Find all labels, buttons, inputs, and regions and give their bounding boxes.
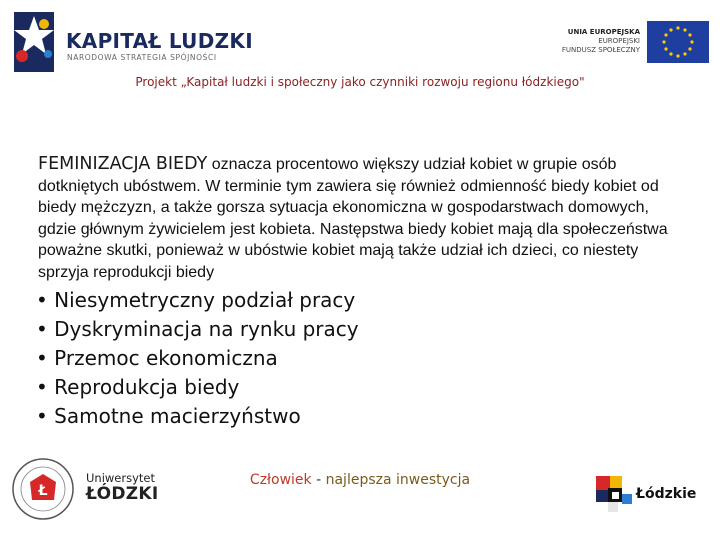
region-name: Łódzkie: [636, 486, 697, 502]
lodzkie-logo-icon: [594, 474, 634, 514]
definition-term: FEMINIZACJA BIEDY: [38, 154, 208, 174]
slogan-word-1: Człowiek: [249, 472, 312, 488]
eu-flag-icon: [647, 21, 709, 63]
eu-line-2: EUROPEJSKI: [598, 37, 640, 45]
bullet-list: [36, 286, 359, 431]
bullet-item: • Dyskryminacja na rynku pracy: [36, 317, 359, 341]
slogan-dash: -: [311, 472, 326, 488]
eu-line-3: FUNDUSZ SPOŁECZNY: [561, 46, 640, 54]
svg-text:Ł: Ł: [38, 483, 48, 499]
university-seal-icon: [10, 456, 76, 522]
program-title: KAPITAŁ LUDZKI: [66, 29, 253, 53]
definition-text: oznacza procentowo większy udział kobiet w grupie osób dotkniętych ubóstwem. W terminie tym zawiera się również odmienność biedy kobiet od biedy mężczyzn, a także gorsza sytuacja ekonomiczna w gospodarstwach domowych, gdzie głównym żywicielem jest kobieta. Następstwa biedy kobiet mają dla społeczeństwa poważne skutki, ponieważ w ubóstwie kobiet mają także udział ich dzieci, co niestety sprzyja reprodukcji biedy: [38, 156, 668, 281]
definition-paragraph: [38, 154, 690, 283]
bullet-item: • Niesymetryczny podział pracy: [36, 288, 356, 312]
kapital-ludzki-star-icon: [8, 10, 60, 74]
bullet-item: • Przemoc ekonomiczna: [36, 346, 278, 370]
bullet-item: • Samotne macierzyństwo: [36, 404, 301, 428]
slogan-word-2: najlepsza inwestycja: [325, 472, 471, 488]
program-subtitle: NARODOWA STRATEGIA SPÓJNOŚCI: [67, 53, 217, 62]
eu-fund-label: [548, 28, 640, 55]
university-line-1: Uniwersytet: [86, 471, 155, 485]
eu-line-1: UNIA EUROPEJSKA: [567, 28, 640, 36]
bullet-item: • Reprodukcja biedy: [36, 375, 240, 399]
university-line-2: ŁÓDZKI: [86, 484, 159, 504]
project-title: Projekt „Kapitał ludzki i społeczny jako czynniki rozwoju regionu łódzkiego": [135, 75, 585, 89]
